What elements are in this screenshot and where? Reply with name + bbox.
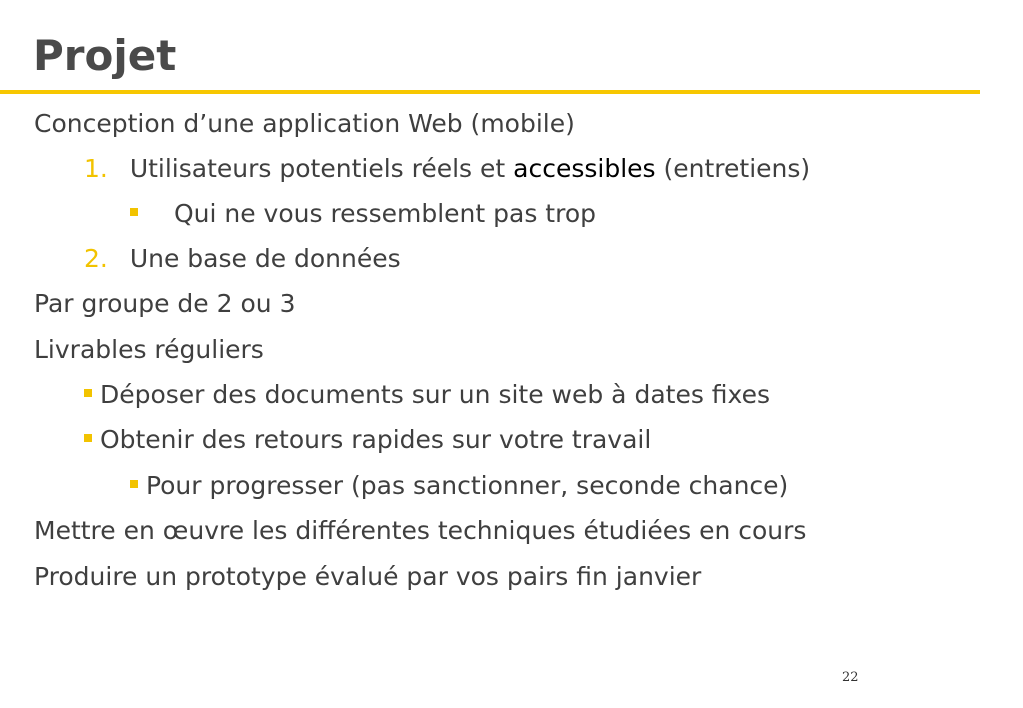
bullet-produire [34, 561, 701, 593]
numbered-item-2 [84, 243, 401, 275]
square-bullet-icon [84, 389, 92, 397]
bullet-conception-text: Conception d’une application Web (mobile) [34, 109, 575, 138]
item-1-highlight: accessibles [513, 154, 656, 183]
bullet-livrables-text: Livrables réguliers [34, 335, 264, 364]
bullet-produire-text: Produire un prototype évalué par vos pairs fin janvier [34, 562, 702, 591]
square-bullet-icon [84, 434, 92, 442]
item-1-text-b: (entretiens) [655, 154, 811, 183]
sub-bullet-item-1 [130, 198, 596, 230]
slide-title: Projet [33, 31, 177, 80]
sub-bullet-obtenir [84, 424, 651, 456]
page-number: 22 [842, 670, 859, 685]
square-bullet-icon [130, 208, 138, 216]
sub-sub-bullet-progresser [130, 470, 788, 502]
bullet-groupe-text: Par groupe de 2 ou 3 [34, 289, 296, 318]
item-number-1: 1. [84, 154, 108, 183]
title-divider [0, 90, 980, 94]
item-2-text: Une base de données [129, 244, 401, 273]
numbered-item-1 [84, 153, 810, 185]
bullet-groupe [34, 288, 295, 320]
sub-sub-bullet-progresser-text: Pour progresser (pas sanctionner, seconde chance) [145, 471, 789, 500]
sub-bullet-obtenir-text: Obtenir des retours rapides sur votre travail [99, 425, 652, 454]
sub-bullet-deposer-text: Déposer des documents sur un site web à dates fixes [99, 380, 770, 409]
item-1-text-a: Utilisateurs potentiels réels et [129, 154, 514, 183]
item-number-2: 2. [84, 244, 108, 273]
sub-bullet-item-1-text: Qui ne vous ressemblent pas trop [173, 199, 596, 228]
square-bullet-icon [130, 480, 138, 488]
bullet-mettre [34, 515, 806, 547]
bullet-livrables [34, 334, 264, 366]
bullet-conception [34, 108, 575, 140]
bullet-mettre-text: Mettre en œuvre les différentes techniques étudiées en cours [34, 516, 807, 545]
sub-bullet-deposer [84, 379, 770, 411]
